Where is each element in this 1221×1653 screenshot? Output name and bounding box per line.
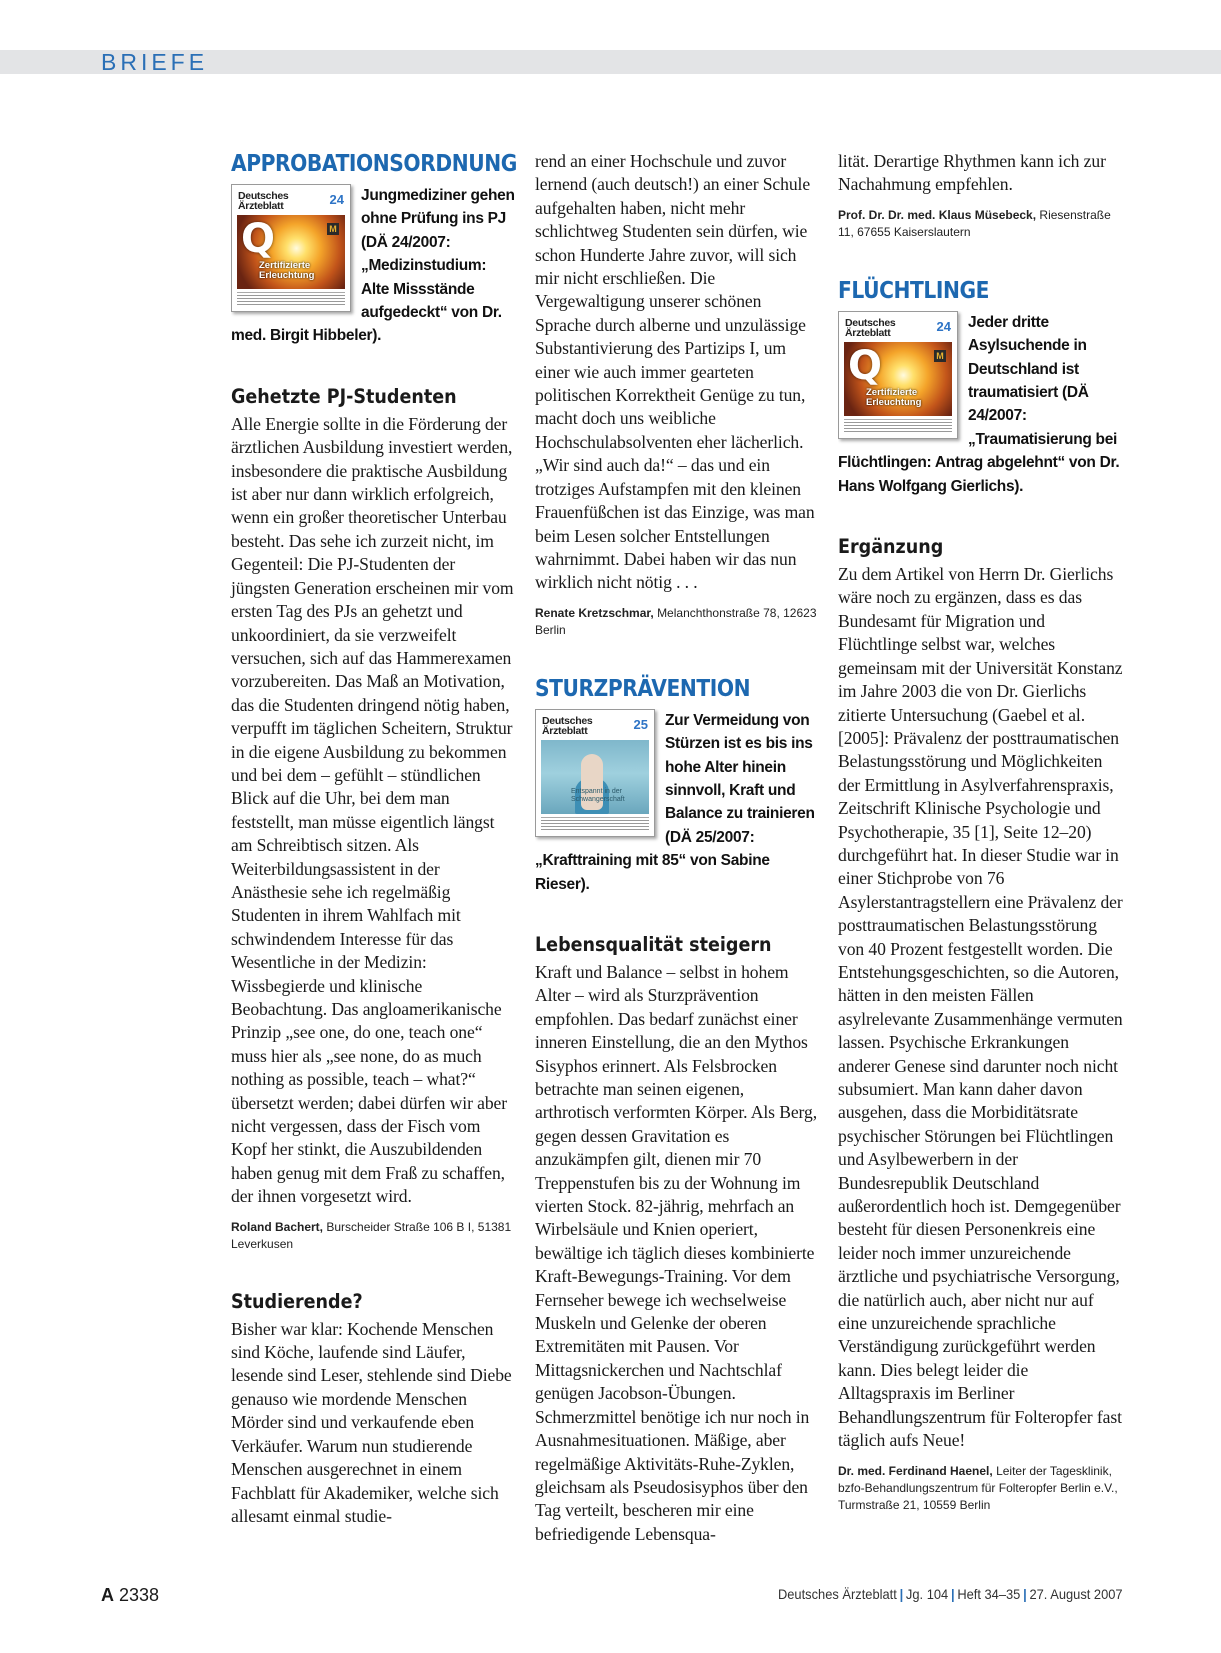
signature-name: Prof. Dr. Dr. med. Klaus Müsebeck, [838, 207, 1037, 222]
letter-heading: Studierende? [231, 1289, 363, 1313]
category-heading: STURZPRÄVENTION [535, 675, 751, 702]
cover-issue: 24 [936, 318, 951, 334]
cover-caption: Entspannt in der Schwangerschaft [571, 787, 625, 803]
cover-image [844, 342, 952, 416]
cover-footer [844, 419, 952, 432]
letter-body-continued: rend an einer Hochschule und zuvor lernend (auch deutsch!) an einer Schule aufgehalten haben, nicht mehr schlichtweg Studenten sein dürfen, wie schon Hunderte Jahre zuvor, will sich mir nicht erschließen. Die Vergewaltigung unserer schönen Sprache durch alberne und unzulässige Substantivierung des Partizips I, um einer wie auch immer gearteten politischen Korrektheit Genüge zu tun, macht doch uns weibliche Hochschulabsolventen eher lächerlich. „Wir sind auch da!“ – das und ein trotziges Aufstampfen mit den kleinen Frauenfüßchen ist das Einzige, was man beim Lesen solcher Entstellungen wahrnimmt. Dabei haben wir das nun wirklich nicht nötig . . . [535, 151, 815, 593]
separator: | [1023, 1586, 1028, 1602]
magazine-cover-thumbnail [838, 311, 958, 439]
cover-badge-icon: M [327, 223, 339, 235]
cover-title: Deutsches Ärzteblatt [845, 316, 896, 339]
letter-body: Alle Energie sollte in die Förderung der ärztlichen Ausbildung investiert werden, insbesondere die praktische Ausbildung ist aber nur dann wirklich erfolgreich, wenn ein großer theoretischer Unterbau besteht. Das sehe ich zurzeit nicht, im Gegenteil: Die PJ-Studenten der jüngsten Generation erscheinen mir vom ersten Tag des PJs an gehetzt und unkoordiniert, da sie verzweifelt versuchen, sich auf das Hammerexamen vorzubereiten. Das Maß an Motivation, das die Studenten dringend nötig haben, verpufft im täglichen Scheitern, Struktur in die eigene Ausbildung zu bekommen und bei dem – gefühlt – stündlichen Blick auf die Uhr, bei dem man feststellt, man müsse eigentlich längst am Schreibtisch sitzen. Als Weiterbildungsassistent in der Anästhesie sehe ich regelmäßig Studenten in ihrem Wahlfach mit schwindendem Interesse für das Wesentliche in der Medizin: Wissbegierde und klinische Beobachtung. Das angloamerikanische Prinzip „see one, do one, teach one“ muss hier als „see none, do as much nothing as possible, teach – what?“ übersetzt werden; dabei dürfen wir aber nicht vergessen, dass der Fisch vom Kopf her stinkt, die Auszubildenden haben genug mit dem Fraß zu schaffen, der ihnen vorgesetzt wird. [231, 413, 514, 1207]
column-2 [535, 150, 820, 1546]
cover-title: Deutsches Ärzteblatt [542, 714, 593, 737]
reference-block [231, 184, 516, 348]
letter-body: Kraft und Balance – selbst in hohem Alter – wird als Sturzprävention empfohlen. Das bedarf zunächst einer inneren Einstellung, die an den Mythos Sisyphos erinnert. Als Felsbrocken betrachte man seinen eigenen, arthrotisch verformten Körper. Als Berg, gegen dessen Gravitation es anzukämpfen gilt, dienen mir 70 Treppenstufen bis zu der Wohnung im vierten Stock. 82-jährig, mehrfach an Wirbelsäule und Knien operiert, bewältige ich täglich dieses kombinierte Kraft-Bewegungs-Training. Vor dem Fernseher bewege ich wechselweise Muskeln und Gelenke der oberen Extremitäten mit Pausen. Vor Mittagsnickerchen und Nachtschlaf genügen Jacobson-Übungen. Schmerzmittel benötige ich nur noch in Ausnahmesituationen. Mäßige, aber regelmäßige Aktivitäts-Ruhe-Zyklen, gleichsam als Pseudosisyphos über den Tag verteilt, bescheren mir eine befriedigende Lebensqua- [535, 961, 817, 1544]
cover-footer [541, 817, 649, 830]
page-prefix: A [101, 1585, 114, 1605]
journal-footer [778, 1586, 1123, 1602]
journal-issue: Heft 34–35 [957, 1586, 1021, 1602]
section-label: BRIEFE [101, 49, 209, 75]
letter-body-continued: lität. Derartige Rhythmen kann ich zur Nachahmung empfehlen. [838, 151, 1106, 195]
category-heading: FLÜCHTLINGE [838, 277, 990, 304]
journal-volume: Jg. 104 [906, 1586, 949, 1602]
page-number [101, 1585, 159, 1606]
letter-heading: Gehetzte PJ-Studenten [231, 384, 457, 408]
letter-body: Zu dem Artikel von Herrn Dr. Gierlichs wäre noch zu ergänzen, dass es das Bundesamt für Migration und Flüchtlinge selbst war, welches gemeinsam mit der Universität Konstanz im Jahre 2003 die von Dr. Gierlichs zitierte Untersuchung (Gaebel et al. [2005]: Prävalenz der posttraumatischen Belastungsstörung und Möglichkeiten der Ermittlung in Asylverfahrenspraxis, Zeitschrift Klinische Psychologie und Psychotherapie, 35 [1], Seite 12–20) durchgeführt hat. In dieser Studie war in einer Stichprobe von 76 Asylerstantragstellern eine Prävalenz der posttraumatischen Belastungsstörung von 40 Prozent festgestellt worden. Die Entstehungsgeschichten, so die Autoren, hätten in den meisten Fällen asylrelevante Zusammenhänge vermuten lassen. Psychische Erkrankungen anderer Genese sind darunter noch nicht subsumiert. Man kann daher davon ausgehen, dass die Morbiditätsrate psychischer Störungen bei Flüchtlingen und Asylbewerbern in der Bundesrepublik Deutschland außerordentlich hoch ist. Demgegenüber besteht für diesen Personenkreis eine leider noch immer unzureichende ärztliche und psychiatrische Versorgung, die natürlich auch, aber nicht nur auf eine unzureichende sprachliche Verständigung zurückgeführt werden kann. Dies belegt leider die Alltagspraxis im Berliner Behandlungszentrum für Folteropfer fast täglich aufs Neue! [838, 564, 1123, 1451]
letter-body: Bisher war klar: Kochende Menschen sind Köche, laufende sind Läufer, lesende sind Leser, stehlende sind Diebe genauso wie mordende Menschen Mörder sind und verkaufende eben Verkäufer. Warum nun studierende Menschen ausgerechnet in einem Fachblatt für Akademiker, welche sich allesamt einmal studie- [231, 1318, 512, 1526]
column-1 [231, 150, 516, 1528]
cover-caption: Zertifizierte Erleuchtung [259, 260, 315, 281]
cover-image [541, 740, 649, 814]
reference-block [535, 709, 820, 896]
letter-heading: Lebensqualität steigern [535, 932, 772, 956]
separator: | [951, 1586, 955, 1602]
category-heading: APPROBATIONSORDNUNG [231, 151, 517, 177]
reference-text: Jeder dritte Asylsuchende in Deutschland ist traumatisiert (DÄ 24/2007: „Traumatisierung bei Flüchtlingen: Antrag abgelehnt“ von Dr. Hans Wolfgang Gierlichs). [838, 313, 1120, 495]
signature-address: Burscheider Straße 106 B I, 51381 Leverkusen [231, 1219, 512, 1251]
cover-issue: 25 [633, 716, 648, 732]
letter-signature [231, 1219, 516, 1253]
signature-address: Riesenstraße 11, 67655 Kaiserslautern [838, 207, 1111, 239]
cover-issue: 24 [329, 192, 344, 207]
signature-name: Dr. med. Ferdinand Haenel, [838, 1463, 993, 1478]
cover-footer [237, 292, 345, 305]
signature-address: Leiter der Tagesklinik, bzfo-Behandlungszentrum für Folteropfer Berlin e.V., Turmstraße 21, 10559 Berlin [838, 1463, 1118, 1512]
magazine-cover-thumbnail [535, 709, 655, 837]
cover-caption: Zertifizierte Erleuchtung [866, 386, 922, 408]
reference-text: Zur Vermeidung von Stürzen ist es bis ins hohe Alter hinein sinnvoll, Kraft und Balance zu trainieren (DÄ 25/2007: „Krafttraining mit 85“ von Sabine Rieser). [535, 711, 815, 893]
separator: | [899, 1586, 904, 1602]
signature-name: Renate Kretzschmar, [535, 605, 654, 620]
signature-address: Melanchthonstraße 78, 12623 Berlin [535, 605, 817, 637]
cover-letter: Q [241, 216, 276, 262]
page-number-value: 2338 [119, 1585, 160, 1605]
cover-title: Deutsches Ärzteblatt [238, 190, 289, 212]
cover-badge-icon: M [934, 350, 946, 362]
journal-date: 27. August 2007 [1029, 1586, 1123, 1602]
reference-text: Jungmediziner gehen ohne Prüfung ins PJ (DÄ 24/2007: „Medizinstudium: Alte Missstände aufgedeckt“ von Dr. med. Birgit Hibbeler). [231, 187, 515, 345]
letter-signature [838, 1463, 1123, 1514]
column-3 [838, 150, 1123, 1550]
letter-signature [535, 605, 820, 639]
cover-image [237, 215, 345, 289]
magazine-cover-thumbnail [231, 184, 351, 312]
letter-heading: Ergänzung [838, 535, 944, 559]
reference-block [838, 311, 1123, 498]
signature-name: Roland Bachert, [231, 1219, 324, 1234]
cover-letter: Q [848, 342, 883, 389]
letter-signature [838, 207, 1123, 241]
journal-name: Deutsches Ärzteblatt [778, 1586, 898, 1602]
